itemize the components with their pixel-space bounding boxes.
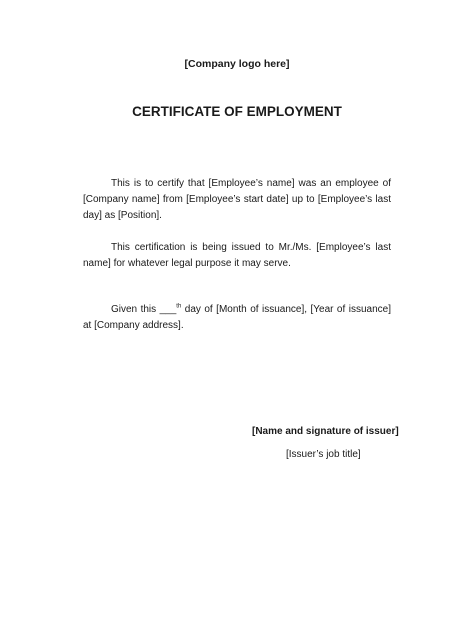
issuance-text-start: Given this ___ [111,304,177,315]
issuer-job-title: [Issuer’s job title] [286,449,361,460]
issuance-text-end: day of [Month of issuance], [Year of issuance] at [Company address]. [83,304,391,331]
issuer-name-signature: [Name and signature of issuer] [252,426,399,437]
company-logo-placeholder: [Company logo here] [184,58,290,70]
certification-paragraph: This is to certify that [Employee’s name] was an employee of [Company name] from [Employee’s start date] up to [Employee’s last day] as [Position]. [83,178,391,221]
ordinal-suffix: th [176,303,182,310]
purpose-paragraph: This certification is being issued to Mr./Ms. [Employee’s last name] for whatever legal purpose it may serve. [83,242,391,269]
page-title: CERTIFICATE OF EMPLOYMENT [132,104,342,119]
issuance-paragraph [83,302,391,334]
